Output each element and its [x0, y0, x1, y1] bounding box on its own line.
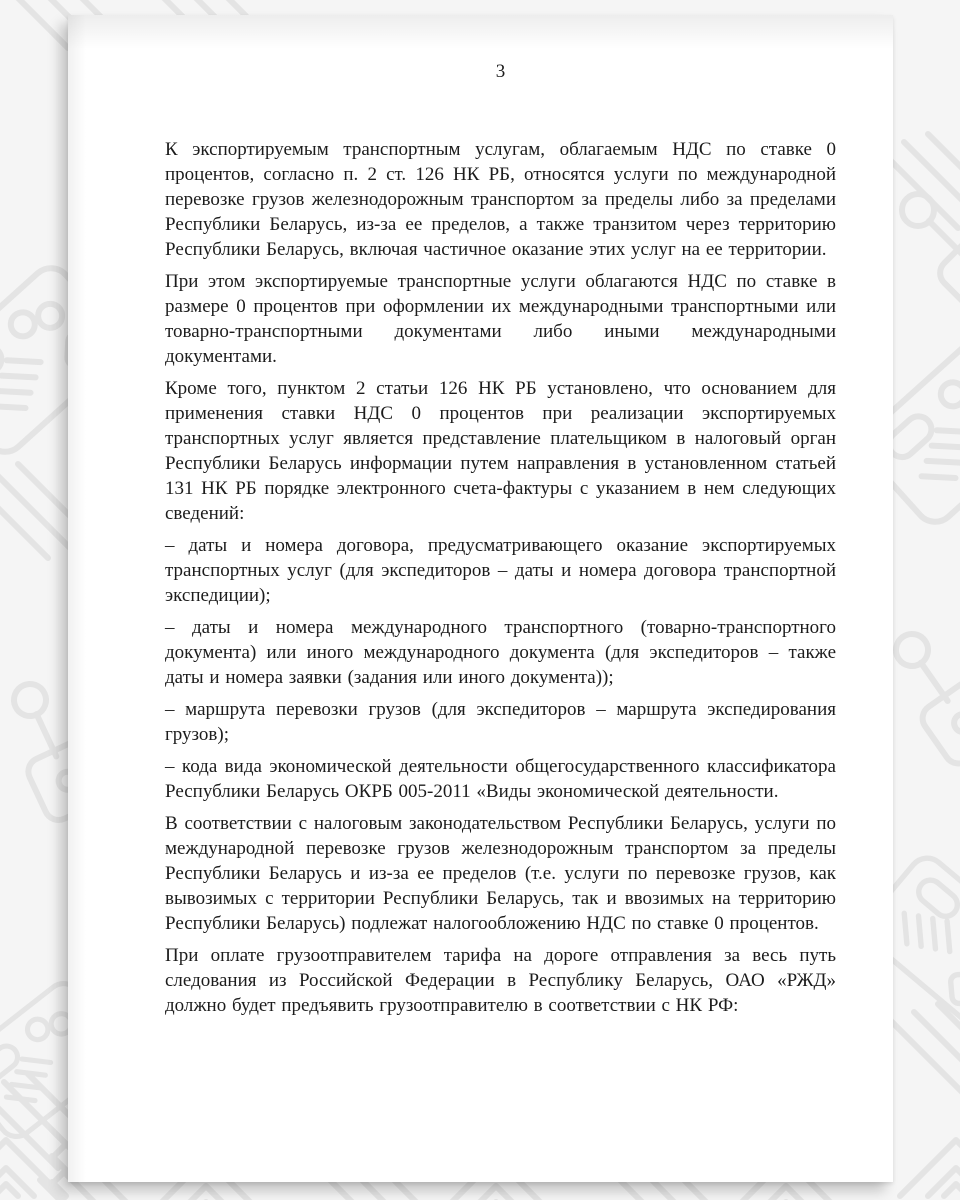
paragraph: При этом экспортируемые транспортные услуги облагаются НДС по ставке в размере 0 процентов при оформлении их международными транспортными или товарно-транспортными документами либо иными международными документами.	[165, 271, 836, 367]
paragraph: В соответствии с налоговым законодательством Республики Беларусь, услуги по международной перевозке грузов железнодорожным транспортом за пределы Республики Беларусь и из-за ее пределов (т.е. услуги по перевозке грузов, как вывозимых с территории Республики Беларусь, так и ввозимых на территорию Республики Беларусь) подлежат налогообложению НДС по ставке 0 процентов.	[165, 813, 836, 934]
paragraph: – кода вида экономической деятельности общегосударственного классификатора Республики Беларусь ОКРБ 005-2011 «Виды экономической деятельности.	[165, 756, 836, 802]
paragraph: – даты и номера международного транспортного (товарно-транспортного документа) или иного международного документа (для экспедиторов – также даты и номера заявки (задания или иного документа));	[165, 617, 836, 688]
paragraph: – даты и номера договора, предусматривающего оказание экспортируемых транспортных услуг (для экспедиторов – даты и номера договора транспортной экспедиции);	[165, 535, 836, 606]
paragraph: – маршрута перевозки грузов (для экспедиторов – маршрута экспедирования грузов);	[165, 699, 836, 745]
page-number: 3	[495, 61, 506, 82]
document-body	[165, 137, 836, 1025]
paragraph: При оплате грузоотправителем тарифа на дороге отправления за весь путь следования из Российской Федерации в Республику Беларусь, ОАО «РЖД» должно будет предъявить грузоотправителю в соответствии с НК РФ:	[165, 945, 836, 1016]
paragraph: Кроме того, пунктом 2 статьи 126 НК РБ установлено, что основанием для применения ставки НДС 0 процентов при реализации экспортируемых транспортных услуг является представление плательщиком в налоговый орган Республики Беларусь информации путем направления в установленном статьей 131 НК РБ порядке электронного счета-фактуры с указанием в нем следующих сведений:	[165, 378, 836, 524]
paragraph: К экспортируемым транспортным услугам, облагаемым НДС по ставке 0 процентов, согласно п. 2 ст. 126 НК РБ, относятся услуги по международной перевозке грузов железнодорожным транспортом за пределы либо за пределами Республики Беларусь, из-за ее пределов, а также транзитом через территорию Республики Беларусь, включая частичное оказание этих услуг на ее территории.	[165, 139, 836, 260]
document-page	[68, 15, 893, 1182]
